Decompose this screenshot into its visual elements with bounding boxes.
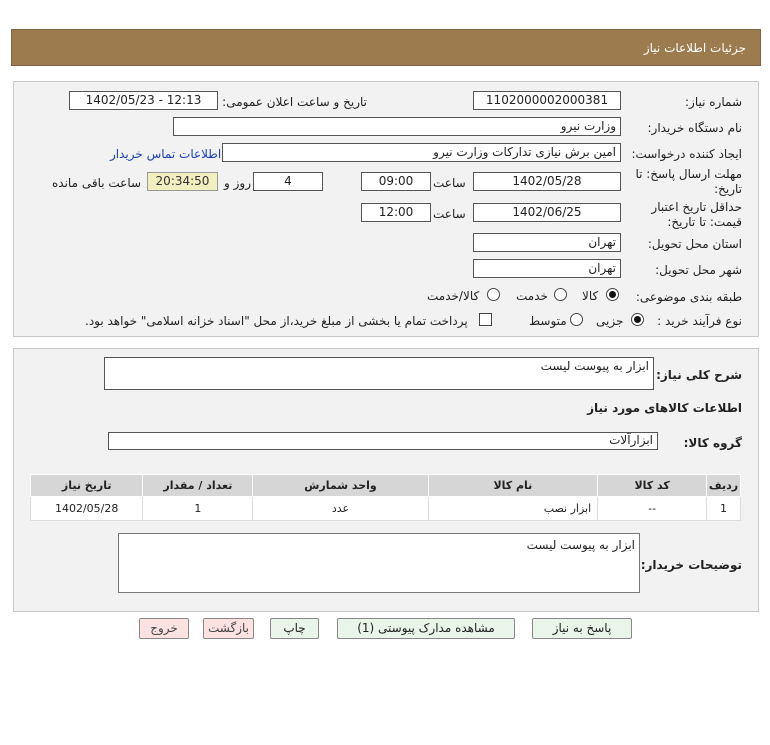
- goods-group-label: گروه کالا:: [683, 436, 742, 450]
- cell-goods-code: --: [598, 497, 707, 521]
- category-radio-service[interactable]: [554, 288, 567, 301]
- announce-label: تاریخ و ساعت اعلان عمومی:: [222, 95, 367, 109]
- category-radio-goods-service[interactable]: [487, 288, 500, 301]
- province-field: تهران: [473, 233, 621, 252]
- goods-info-title: اطلاعات کالاهای مورد نیاز: [587, 401, 742, 415]
- city-label: شهر محل تحویل:: [655, 263, 742, 277]
- remaining-time-field: 20:34:50: [147, 172, 218, 191]
- treasury-payment-checkbox[interactable]: [479, 313, 492, 326]
- process-radio-minor[interactable]: [631, 313, 644, 326]
- buyer-notes-field: ابزار به پیوست لیست: [118, 533, 640, 593]
- back-button[interactable]: بازگشت: [203, 618, 254, 639]
- requester-label: ایجاد کننده درخواست:: [631, 147, 742, 161]
- goods-table: [30, 474, 741, 521]
- requester-field: امین برش نیازی تدارکات وزارت نیرو: [222, 143, 621, 162]
- col-quantity: تعداد / مقدار: [143, 475, 253, 497]
- col-row-number: ردیف: [707, 475, 741, 497]
- page-title: جزئیات اطلاعات نیاز: [643, 41, 746, 55]
- process-option-medium: متوسط: [529, 314, 567, 328]
- process-label: نوع فرآیند خرید :: [657, 314, 742, 328]
- buyer-notes-label: توضیحات خریدار:: [640, 558, 742, 572]
- goods-table-header: [31, 475, 741, 497]
- category-option-service: خدمت: [516, 289, 548, 303]
- need-summary-field: ابزار به پیوست لیست: [104, 357, 654, 390]
- category-label: طبقه بندی موضوعی:: [635, 290, 742, 304]
- process-option-minor: جزیی: [596, 314, 624, 328]
- reply-date-field: 1402/05/28: [473, 172, 621, 191]
- need-number-field: 1102000002000381: [473, 91, 621, 110]
- col-goods-code: کد کالا: [598, 475, 707, 497]
- reply-time-label: ساعت: [433, 176, 466, 190]
- page-header: [11, 29, 761, 66]
- province-label: استان محل تحویل:: [647, 237, 742, 251]
- contact-buyer-link[interactable]: اطلاعات تماس خریدار: [110, 147, 222, 161]
- city-field: تهران: [473, 259, 621, 278]
- category-radio-goods[interactable]: [606, 288, 619, 301]
- buyer-org-label: نام دستگاه خریدار:: [647, 121, 742, 135]
- validity-time-label: ساعت: [433, 207, 466, 221]
- category-option-goods: کالا: [582, 289, 599, 303]
- reply-time-field: 09:00: [361, 172, 431, 191]
- goods-group-field: ابزارآلات: [108, 432, 658, 450]
- cell-quantity: 1: [143, 497, 253, 521]
- col-need-date: تاریخ نیاز: [31, 475, 143, 497]
- col-goods-name: نام کالا: [428, 475, 598, 497]
- validity-date-field: 1402/06/25: [473, 203, 621, 222]
- reply-button[interactable]: پاسخ به نیاز: [532, 618, 632, 639]
- remaining-time-label: ساعت باقی مانده: [52, 176, 142, 190]
- need-summary-label: شرح کلی نیاز:: [656, 368, 742, 382]
- validity-time-field: 12:00: [361, 203, 431, 222]
- validity-label: حداقل تاریخ اعتبار: [651, 200, 742, 214]
- need-number-label: شماره نیاز:: [685, 95, 742, 109]
- col-unit: واحد شمارش: [253, 475, 428, 497]
- view-attachments-button[interactable]: مشاهده مدارک پیوستی (1): [337, 618, 515, 639]
- exit-button[interactable]: خروج: [139, 618, 189, 639]
- reply-deadline-label: مهلت ارسال پاسخ: تا: [635, 167, 742, 181]
- table-row: [31, 497, 741, 521]
- cell-row-number: 1: [707, 497, 741, 521]
- category-option-goods-service: کالا/خدمت: [427, 289, 480, 303]
- validity-label-2: قیمت: تا تاریخ:: [667, 215, 742, 229]
- days-field: 4: [253, 172, 323, 191]
- reply-deadline-label-2: تاریخ:: [714, 182, 742, 196]
- cell-goods-name: ابزار نصب: [428, 497, 598, 521]
- announce-field: 1402/05/23 - 12:13: [69, 91, 218, 110]
- process-radio-medium[interactable]: [570, 313, 583, 326]
- cell-unit: عدد: [253, 497, 428, 521]
- cell-need-date: 1402/05/28: [31, 497, 143, 521]
- days-label: روز و: [224, 176, 251, 190]
- print-button[interactable]: چاپ: [270, 618, 319, 639]
- buyer-org-field: وزارت نیرو: [173, 117, 621, 136]
- treasury-payment-note: پرداخت تمام یا بخشی از مبلغ خرید،از محل "اسناد خزانه اسلامی" خواهد بود.: [85, 314, 468, 328]
